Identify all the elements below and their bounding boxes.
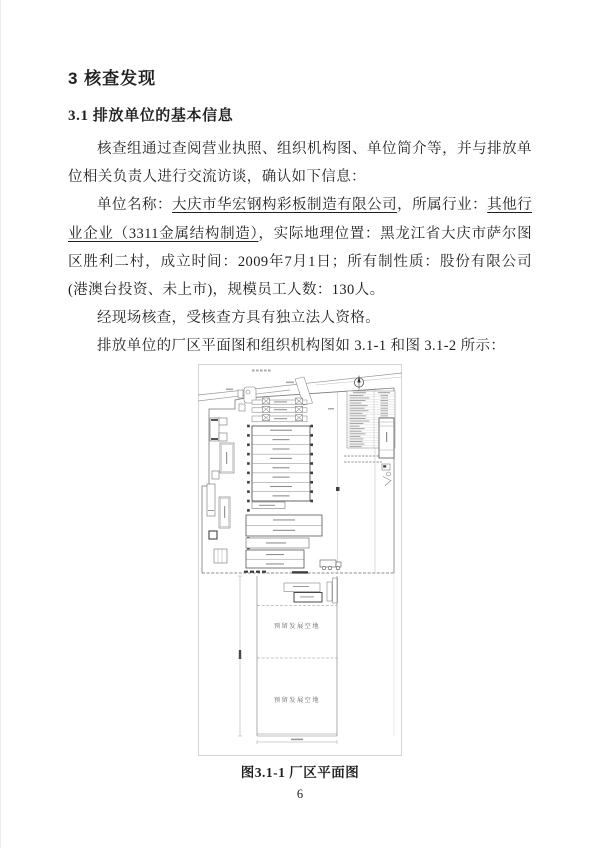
paragraph-figure-reference: 排放单位的厂区平面图和组织机构图如 3.1-1 和图 3.1-2 所示： [97,338,506,355]
reserved-area-label-top: 预留发展空地 [273,622,321,630]
figure-caption: 图3.1-1 厂区平面图 [240,764,360,780]
gate-mark-east [336,487,340,491]
underlined-value: 大庆市华宏钢构彩板制造有限公司 [172,197,398,214]
text-run: ，实际地理位置：黑龙江省大庆市萨尔图区胜利二村，成立时间：2009年7月1日；所有制性质：股份有限公司(港澳台投资、未上市)，规模员工人数：130人。 [68,225,532,299]
underlined-value: 其他行业企业（3311金属结构制造） [68,197,533,242]
reserved-area-label-bottom: 预留发展空地 [273,696,321,704]
site-plan-figure [198,364,402,761]
paragraph-legal-status: 经现场核查，受核查方具有独立法人资格。 [97,310,381,327]
site-plan-drawing [198,364,402,756]
chapter-heading: 3 核查发现 [68,69,157,88]
paragraph-intro: 核查组通过查阅营业执照、组织机构图、单位简介等，并与排放单位相关负责人进行交流访谈，确认如下信息： [68,141,532,186]
east-warehouse [379,418,394,458]
text-run: ，所属行业： [397,197,488,214]
text-run: 单位名称： [97,197,173,214]
mid-strip-label [259,504,275,505]
page-number: 6 [296,786,304,801]
section-heading: 3.1 排放单位的基本信息 [68,108,234,124]
paragraph-unit-info [68,191,532,304]
